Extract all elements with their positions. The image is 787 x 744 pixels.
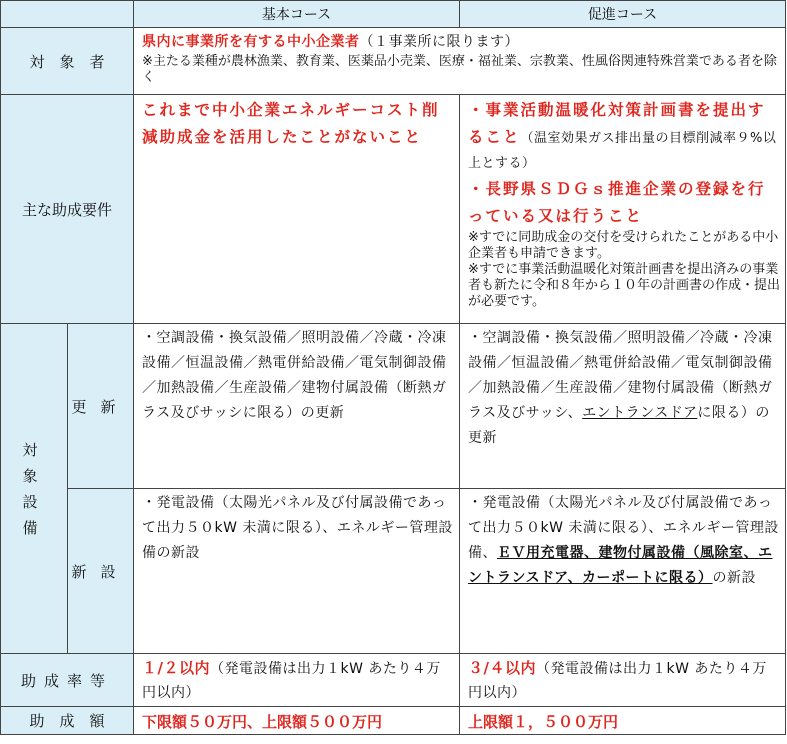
equipment-update-promo-b: に限る）の更新 — [468, 405, 770, 446]
amount-basic-red: 下限額５０万円、上限額５００万円 — [142, 713, 383, 731]
amount-promo — [460, 707, 786, 735]
target-row — [1, 28, 786, 95]
equipment-update-label-text: 更新 — [71, 397, 130, 416]
requirements-promo-note2: ※すでに事業活動温暖化対策計画書を提出済みの事業者も新たに令和８年から１０年の計画書の作成・提出が必要です。 — [468, 262, 781, 309]
equipment-new-label-text: 新設 — [71, 562, 130, 581]
requirements-promo-item1-plain: （温室効果ガス排出量の目標削減率９%以上とする） — [468, 131, 777, 171]
amount-row — [1, 707, 786, 735]
requirements-basic-text: これまで中小企業エネルギーコスト削減助成金を活用したことがないこと — [142, 101, 440, 146]
header-blank-cell — [1, 1, 134, 28]
equipment-new-basic-text: ・発電設備（太陽光パネル及び付属設備であって出力５０kW 未満に限る）、エネルギー管理設備の新設 — [142, 495, 453, 561]
rate-promo-red: ３/４以内 — [468, 659, 536, 677]
equipment-new-promo — [460, 489, 786, 654]
equipment-new-basic — [134, 489, 460, 654]
target-content — [134, 28, 786, 95]
equipment-update-basic — [134, 324, 460, 489]
rate-row — [1, 654, 786, 707]
amount-basic — [134, 707, 460, 735]
equipment-new-promo-underlined: ＥＶ用充電器、建物付属設備（風除室、エントランスドア、カーポートに限る） — [468, 545, 773, 586]
rate-promo — [460, 654, 786, 707]
equipment-label-text: 対象設備 — [22, 440, 46, 537]
requirements-label — [1, 95, 134, 324]
equipment-update-label — [68, 324, 134, 489]
equipment-update-row — [1, 324, 786, 489]
header-row — [1, 1, 786, 28]
amount-label-text: 助 成 額 — [29, 712, 105, 730]
header-promo-course: 促進コース — [460, 1, 786, 28]
equipment-new-row — [1, 489, 786, 654]
equipment-new-promo-a: ・発電設備（太陽光パネル及び付属設備であって出力５０kW 未満に限る）、エネルギー管理設備、 — [468, 495, 779, 561]
target-note: ※主たる業種が農林漁業、教育業、医薬品小売業、医療・福祉業、宗教業、性風俗関連特殊営業である者を除く — [142, 54, 777, 85]
equipment-new-label — [68, 489, 134, 654]
requirements-promo-item2: ・長野県ＳＤＧｓ推進企業の登録を行っている又は行うこと — [468, 180, 766, 225]
target-label — [1, 28, 134, 95]
rate-label-text: 助成率等 — [20, 671, 113, 690]
requirements-label-text: 主な助成要件 — [21, 200, 112, 219]
requirements-promo — [460, 95, 786, 324]
equipment-update-basic-text: ・空調設備・換気設備／照明設備／冷蔵・冷凍設備／恒温設備／熱電併給設備／電気制御設備／加熱設備／生産設備／建物付属設備（断熱ガラス及びサッシに限る）の更新 — [142, 330, 447, 421]
rate-basic-red: １/２以内 — [142, 659, 210, 677]
equipment-update-promo-underlined: エントランスドア — [582, 405, 698, 421]
target-main-red: 県内に事業所を有する中小企業者 — [142, 34, 360, 50]
rate-label — [1, 654, 134, 707]
amount-label — [1, 707, 134, 735]
rate-basic — [134, 654, 460, 707]
equipment-update-promo — [460, 324, 786, 489]
header-basic-course: 基本コース — [134, 1, 460, 28]
requirements-promo-note1: ※すでに同助成金の交付を受けられたことがある中小企業者も申請できます。 — [468, 230, 779, 261]
requirements-row — [1, 95, 786, 324]
equipment-new-promo-b: の新設 — [712, 570, 757, 586]
equipment-label — [1, 324, 68, 654]
requirements-promo-item1-red: ・事業活動温暖化対策計画書を提出すること — [468, 101, 766, 146]
amount-promo-red: 上限額１，５００万円 — [468, 713, 619, 731]
rate-basic-plain: （発電設備は出力１kW あたり４万円以内） — [142, 661, 441, 701]
rate-promo-plain: （発電設備は出力１kW あたり４万円以内） — [468, 661, 767, 701]
requirements-basic — [134, 95, 460, 324]
equipment-update-promo-a: ・空調設備・換気設備／照明設備／冷蔵・冷凍設備／恒温設備／熱電併給設備／電気制御設備／加熱設備／生産設備／建物付属設備（断熱ガラス及びサッシ、 — [468, 330, 773, 421]
target-main-plain: （１事業所に限ります） — [359, 34, 519, 50]
target-label-text: 対 象 者 — [29, 52, 105, 71]
